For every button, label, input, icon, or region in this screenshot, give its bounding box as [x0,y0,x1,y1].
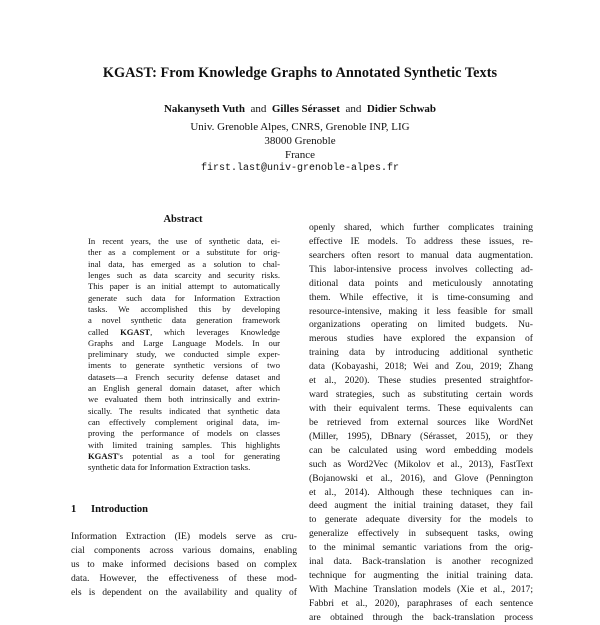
text-line: resource-intensive, making it less feasible for small [309,305,533,317]
text-line: training data by introducing additional synthetic [309,347,533,359]
text-line: cial components across various domains, enabling [71,545,297,557]
text-line: iments to generate synthetic versions of two [88,360,280,371]
author-separator: and [345,103,362,115]
text-line: Fabbri et al., 2020), paraphrases of each sentence [309,597,533,609]
abstract-heading: Abstract [163,214,203,225]
text-line: can effectively complement original data, im- [88,417,280,427]
text-line: an English general domain dataset, after which [88,383,280,394]
text-line: els is dependent on the availability and quality of [71,587,297,599]
right-column-body [309,221,533,625]
text-line: to the minimal semantic variations from the orig- [309,542,533,554]
text-line: lenges such as data scarcity and security risks. [88,269,280,280]
introduction-body [71,530,297,600]
text-line: (Miller, 1995), DBnary (Sérasset, 2015), or they [309,430,533,442]
text-line: preliminary study, we conducted simple exper- [88,349,280,360]
text-line: data (Kobayashi, 2018; Wei and Zou, 2019; Zhang [309,361,533,373]
text-line: we evaluated them both intrinsically and extrin- [88,394,280,405]
author-email: first.last@univ-grenoble-alpes.fr [200,163,400,174]
text-line: ther as a complement or a substitute for orig- [88,247,280,258]
text-line: them. While effective, it is time-consuming and [309,291,533,303]
text-line: data. However, the effectiveness of these mod- [71,573,297,585]
text-line: KGAST's potential as a tool for generating [88,450,280,461]
text-line: synthetic data for Information Extraction tasks. [88,462,251,473]
text-line: us to make informed decisions based on complex [71,559,297,571]
text-line: (Bojanowski et al., 2016), and Glove (Pennington [309,472,533,484]
text-line: This labor-intensive process involves collecting ad- [309,263,533,275]
abstract-body [88,236,280,474]
section-title: Introduction [91,504,148,515]
text-line: searchers often resort to manual data augmentation. [309,249,533,261]
text-line: to generate adequate diversity for the models to [309,514,533,526]
paper-title: KGAST: From Knowledge Graphs to Annotated Synthetic Texts [102,65,498,81]
text-line: deed augment the initial training dataset, they fail [309,500,533,512]
text-line: with their equivalent terms. These equivalents can [309,402,533,414]
text-line: sically. The results indicated that synthetic data [88,405,280,416]
framework-name: KGAST [120,326,151,337]
text-line: tasks. We accomplished this by developing [88,303,280,314]
text-line: can be calculated using word embedding models [309,444,533,456]
text-line: et al., 2014). Although these techniques can in- [309,486,533,498]
text-line: effective IE models. To address these issues, re- [309,235,533,247]
text-line: openly shared, which further complicates training [309,222,533,233]
author-separator: and [250,103,267,115]
text-line: are obtained through the back-translation process [309,611,533,623]
text-line: generalize effectively in subsequent tasks, owing [309,528,533,540]
affiliation-line: Univ. Grenoble Alpes, CNRS, Grenoble INP, LIG [190,121,410,133]
author-name: Didier Schwab [366,103,437,115]
affiliation-line: 38000 Grenoble [264,135,336,147]
text-line: et al., 2020). These studies presented straightfor- [309,375,533,387]
text-line: organizations operating on limited budgets. Nu- [309,319,533,331]
text-line: With Machine Translation models (Xie et al., 2017; [309,583,533,595]
text-line: a novel synthetic data generation framework [88,315,280,326]
section-number: 1 [71,504,77,515]
text-line: be retrieved from external sources like WordNet [309,416,533,428]
text-line: generate such data for Information Extraction [88,292,280,303]
text-line: called KGAST, which leverages Knowledge [88,326,280,337]
text-line: datasets—a French security defense dataset and [88,371,280,382]
author-line [0,103,600,115]
text-line: inal data, has emerged as a solution to chal- [88,258,280,269]
author-name: Gilles Sérasset [271,103,340,115]
text-line: inal data. Back-translation is another recognized [309,556,533,568]
text-line: Information Extraction (IE) models serve as cru- [71,531,297,542]
affiliation-line: France [285,149,315,161]
text-line: ditional data points and meticulously annotating [309,277,533,289]
text-line: with limited training samples. This highlights [88,439,280,450]
text-line: This paper is an initial attempt to automatically [88,281,280,292]
text-line: such as Word2Vec (Mikolov et al., 2013), FastText [309,458,533,470]
text-line: merous studies have explored the expansion of [309,333,533,345]
framework-name: KGAST [88,450,119,461]
text-line: ward strategies, such as substituting certain words [309,389,533,401]
text-line: proving the performance of models on classes [88,428,280,439]
text-line: technique for augmenting the initial training data. [309,570,533,582]
text-line: In recent years, the use of synthetic data, ei- [88,236,280,246]
section-heading [71,504,148,515]
author-name: Nakanyseth Vuth [163,103,245,115]
text-line: Graphs and Large Language Models. In our [88,337,280,348]
